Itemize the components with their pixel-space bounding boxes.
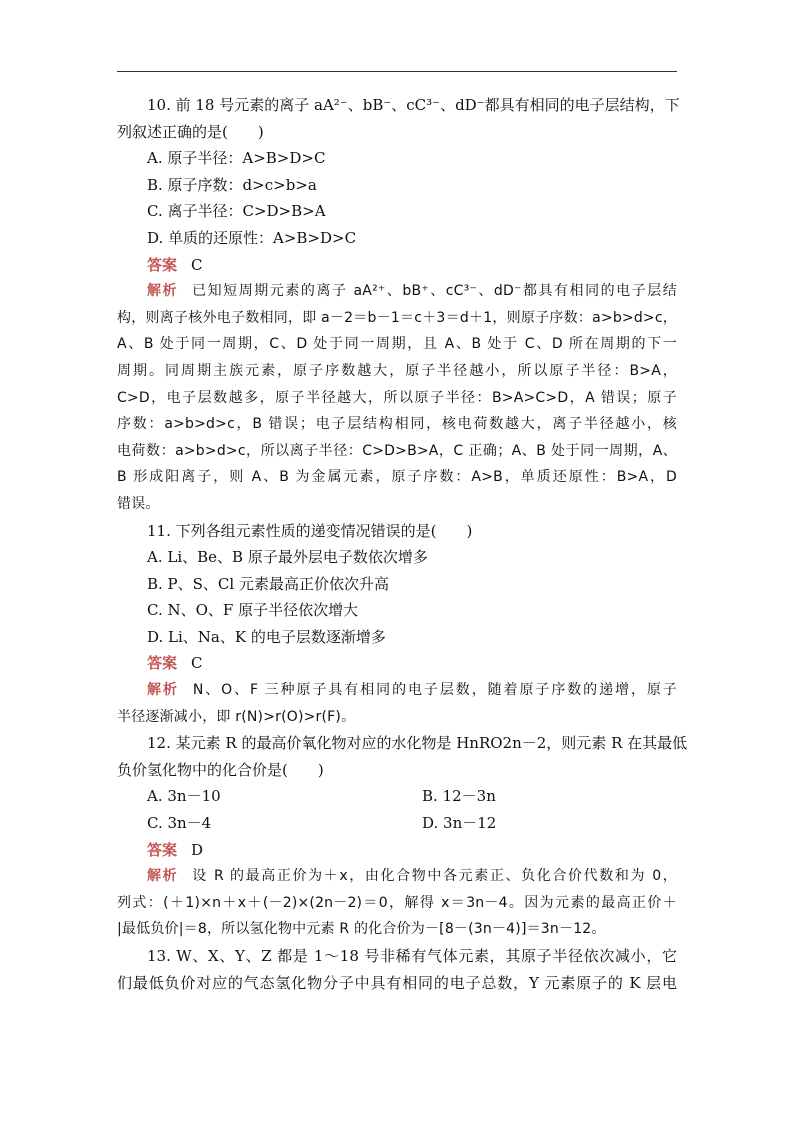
q10-analysis-line-1 [117,278,677,305]
q11-analysis-line-1 [117,677,677,704]
q10-analysis-line-2: 构，则离子核外电子数相同，即 a－2＝b－1＝c＋3＝d＋1，则原子序数：a>b>d>c， [117,309,677,326]
q10-analysis-line-6: 序数：a>b>d>c，B 错误；电子层结构相同，核电荷数越大，离子半径越小，核 [117,416,677,433]
q10-analysis-line-5: C>D，电子层数越多，原子半径越大，所以原子半径：B>A>C>D，A 错误；原子 [117,389,677,406]
q12-analysis-line-2: 列式：(＋1)×n＋x＋(－2)×(2n－2)＝0，解得 x＝3n－4。因为元素的最高正价＋ [117,894,677,911]
answer-label: 答案 [147,654,178,673]
q13-stem-line-1: 13. W、X、Y、Z 都是 1～18 号非稀有气体元素，其原子半径依次减小，它 [147,947,677,965]
q12-analysis-line-3: |最低负价|＝8，所以氢化物中元素 R 的化合价为－[8－(3n－4)]＝3n－12。 [117,921,606,938]
analysis-label: 解析 [147,283,179,300]
q11-analysis-line-2: 半径逐渐减小，即 r(N)>r(O)>r(F)。 [117,708,356,725]
q10-stem-line-2: 列叙述正确的是( ) [117,122,264,141]
answer-label: 答案 [147,255,178,274]
q12-option-d: D. 3n－12 [422,814,497,833]
document-body [117,92,688,996]
q10-answer [117,252,677,279]
q12-option-a: A. 3n－10 [147,787,221,806]
q11-option-a: A. Li、Be、B 原子最外层电子数依次增多 [147,548,428,567]
q12-stem-line-2: 负价氢化物中的化合价是( ) [117,760,324,779]
q12-options-row-1 [117,783,677,810]
q10-analysis-line-3: A、B 处于同一周期，C、D 处于同一周期，且 A、B 处于 C、D 所在周期的下一 [117,336,677,353]
q11-analysis-text-1: N、O、F 三种原子具有相同的电子层数，随着原子序数的递增，原子 [192,682,677,699]
q10-analysis-line-4: 周期。同周期主族元素，原子序数越大，原子半径越小，所以原子半径：B>A， [117,362,677,379]
q13-stem-line-2: 们最低负价对应的气态氢化物分子中具有相同的电子总数，Y 元素原子的 K 层电 [117,973,677,992]
q12-analysis-line-1 [117,863,677,890]
q10-analysis-line-8: B 形成阳离子，则 A、B 为金属元素，原子序数：A>B，单质还原性：B>A，D [117,469,677,486]
q10-analysis-text-1: 已知短周期元素的离子 aA²⁺、bB⁺、cC³⁻、dD⁻都具有相同的电子层结 [192,283,677,300]
header-rule [117,71,677,72]
q10-stem-line-1: 10. 前 18 号元素的离子 aA²⁻、bB⁻、cC³⁻、dD⁻都具有相同的电子层结构，下 [147,96,680,114]
q11-option-d: D. Li、Na、K 的电子层数逐渐增多 [147,627,386,646]
q10-answer-value: C [191,255,203,274]
q12-answer-value: D [191,840,204,859]
q11-option-b: B. P、S、Cl 元素最高正价依次升高 [147,574,389,593]
q10-option-a: A. 原子半径：A>B>D>C [147,149,326,168]
q12-option-b: B. 12－3n [422,787,496,806]
q11-answer-value: C [191,654,203,673]
q10-analysis-line-9: 错误。 [117,495,160,512]
q12-analysis-text-1: 设 R 的最高正价为＋x，由化合物中各元素正、负化合价代数和为 0， [192,868,677,885]
analysis-label: 解析 [147,682,179,699]
q10-option-b: B. 原子序数：d>c>b>a [147,175,317,194]
analysis-label: 解析 [147,868,179,885]
q11-answer [117,650,677,677]
q11-option-c: C. N、O、F 原子半径依次增大 [147,601,359,620]
q12-answer [117,837,677,864]
q10-option-c: C. 离子半径：C>D>B>A [147,202,326,221]
q10-option-d: D. 单质的还原性：A>B>D>C [147,228,357,247]
q12-stem-line-1: 12. 某元素 R 的最高价氧化物对应的水化物是 HnRO2n－2，则元素 R 在其最低 [147,734,688,753]
q12-options-row-2 [117,810,677,837]
q11-stem-line-1: 11. 下列各组元素性质的递变情况错误的是( ) [147,521,473,540]
answer-label: 答案 [147,840,178,859]
q10-analysis-line-7: 电荷数：a>b>d>c，所以离子半径：C>D>B>A，C 正确；A、B 处于同一周期，A、 [117,442,677,459]
q12-option-c: C. 3n－4 [147,814,212,833]
